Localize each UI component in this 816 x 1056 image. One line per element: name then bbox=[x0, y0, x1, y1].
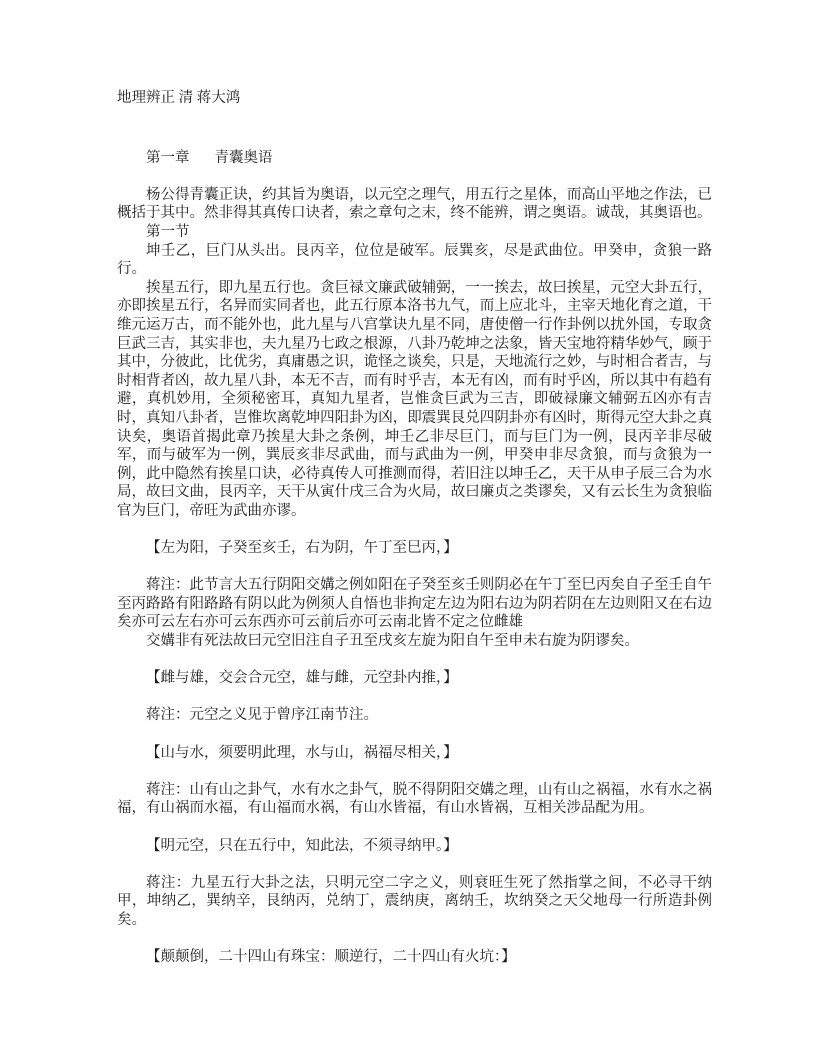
section-label: 第一节 bbox=[146, 223, 190, 240]
chapter-heading bbox=[117, 149, 712, 168]
verse-text: 坤壬乙，巨门从头出。艮丙辛，位位是破军。辰巽亥，尽是武曲位。甲癸申，贪狼一路行。 bbox=[117, 242, 712, 278]
bracket-verse: 【山与水，须要明此理，水与山，祸福尽相关，】 bbox=[146, 744, 458, 761]
annotation-paragraph: 蒋注：元空之义见于曾序江南节注。 bbox=[146, 707, 378, 724]
bracket-verse: 【明元空，只在五行中，知此法，不须寻纳甲。】 bbox=[146, 837, 458, 854]
annotation-paragraph: 蒋注：九星五行大卦之法，只明元空二字之义，则衰旺生死了然指掌之间，不必寻干纳甲，坤纳乙，巽纳辛，艮纳丙，兑纳丁，震纳庚，离纳壬，坎纳癸之天父地母一行所造卦例矣。 bbox=[117, 874, 712, 928]
annotation-paragraph: 蒋注：山有山之卦气，水有水之卦气，脱不得阴阳交媾之理，山有山之祸福，水有水之祸福，有山祸而水福，有山福而水祸，有山水皆福，有山水皆祸，互相关涉品配为用。 bbox=[117, 781, 712, 817]
body-paragraph: 杨公得青囊正诀，约其旨为奥语，以元空之理气，用五行之星体，而高山平地之作法，已概括于其中。然非得其真传口诀者，索之章句之末，终不能辨，谓之奥语。诚哉，其奥语也。 bbox=[117, 186, 712, 222]
document-body bbox=[117, 186, 712, 967]
body-paragraph: 挨星五行，即九星五行也。贪巨禄文廉武破辅弼，一一挨去，故曰挨星，元空大卦五行，亦即挨星五行，名异而实同者也，此五行原本洛书九气，而上应北斗，主宰天地化育之道，干维元运万古，而不能外也，此九星与八宫掌诀九星不同，唐使僧一行作卦例以扰外国，专取贪巨武三吉，其实非也，夫九星乃七政之根源，八卦乃乾坤之法象，皆天宝地符精华妙气，顾于其中，分彼此，比优劣，真庸愚之识，诡怪之谈矣，只是，天地流行之妙，与时相合者吉，与时相背者凶，故九星八卦，本无不吉，而有时乎吉，本无有凶，而有时乎凶，所以其中有趋有避，真机妙用，全须秘密耳，真知九星者，岂惟贪巨武为三吉，即破禄廉文辅弼五凶亦有吉时，真知八卦者，岂惟坎离乾坤四阳卦为凶，即震巽艮兑四阴卦亦有凶时，斯得元空大卦之真诀矣，奥语首揭此章乃挨星大卦之条例，坤壬乙非尽巨门，而与巨门为一例，艮丙辛非尽破军，而与破军为一例，巽辰亥非尽武曲，而与武曲为一例，甲癸申非尽贪狼，而与贪狼为一例，此中隐然有挨星口诀，必待真传人可推测而得，若旧注以坤壬乙，天干从申子辰三合为水局，故曰文曲，艮丙辛，天干从寅什戌三合为火局，故曰廉贞之类谬矣，又有云长生为贪狼临官为巨门，帝旺为武曲亦谬。 bbox=[117, 279, 712, 519]
bracket-verse: 【左为阳，子癸至亥壬，右为阴，午丁至巳丙，】 bbox=[146, 540, 458, 557]
document-title: 地理辨正 清 蒋大鸿 bbox=[117, 90, 241, 106]
chapter-number: 第一章 bbox=[146, 149, 190, 166]
bracket-verse: 【颠颠倒，二十四山有珠宝：顺逆行，二十四山有火坑：】 bbox=[146, 949, 516, 966]
bracket-verse: 【雌与雄，交会合元空，雄与雌，元空卦内推，】 bbox=[146, 670, 458, 687]
annotation-paragraph: 蒋注：此节言大五行阴阳交媾之例如阳在子癸至亥壬则阴必在午丁至巳丙矣自子至壬自午至丙路路有阳路路有阴以此为例须人自悟也非拘定左边为阳右边为阴若阴在左边则阳又在右边矣亦可云左右亦可云东西亦可云前后亦可云南北皆不定之位雌雄 bbox=[117, 577, 712, 631]
chapter-title: 青囊奥语 bbox=[214, 149, 273, 166]
annotation-paragraph: 交媾非有死法故曰元空旧注自子丑至戌亥左旋为阳自午至申未右旋为阴谬矣。 bbox=[146, 633, 639, 650]
